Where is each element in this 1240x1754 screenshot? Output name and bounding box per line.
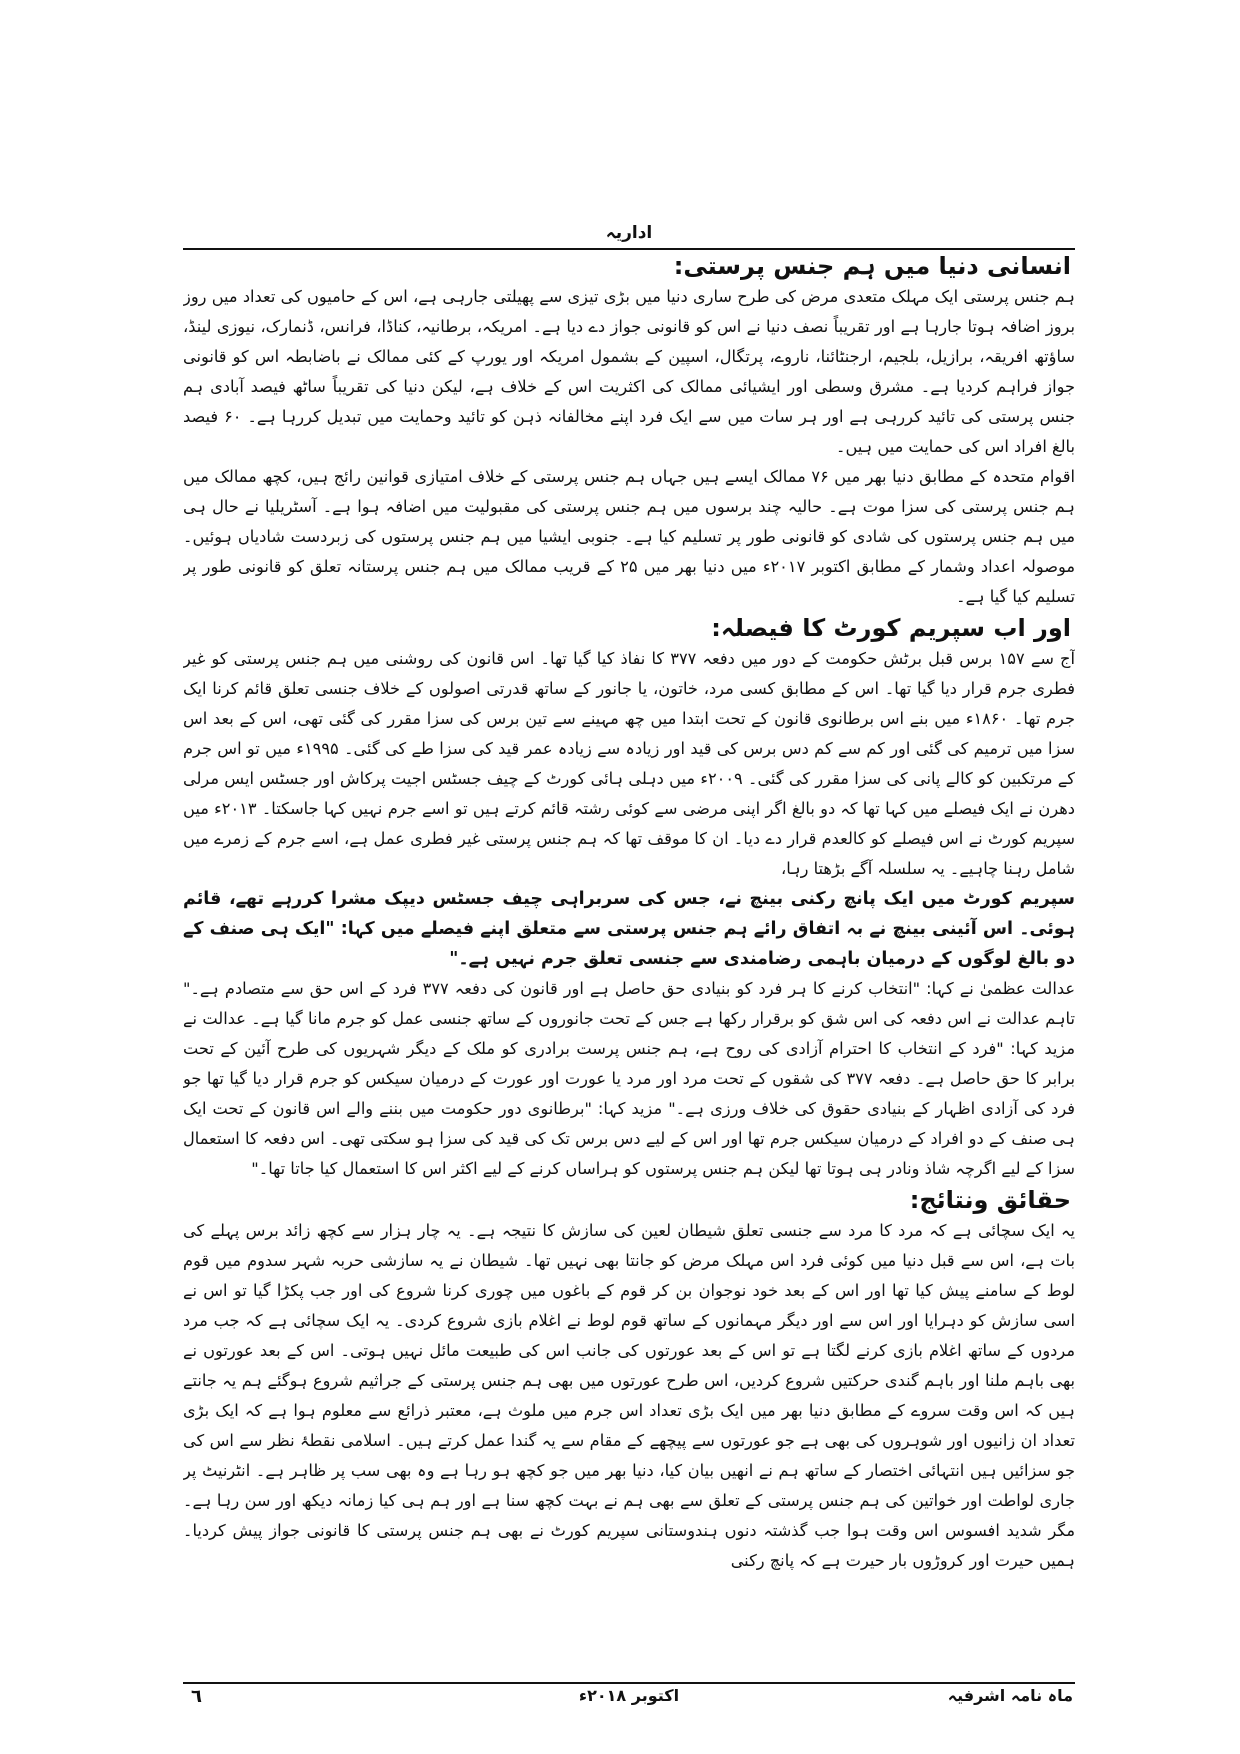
section-heading-3: حقائق ونتائج: [909,1186,1071,1214]
paragraph: یہ ایک سچائی ہے کہ مرد کا مرد سے جنسی تعلق شیطان لعین کی سازش کا نتیجہ ہے۔ یہ چار ہزار سے کچھ زائد برس پہلے کی بات ہے، اس سے قبل دنیا میں کوئی فرد اس مہلک مرض کو جانتا بھی نہیں تھا۔ شیطان نے یہ سازشی حربہ شہر سدوم میں قوم لوط کے سامنے پیش کیا تھا اور اس کے بعد خود نوجوان بن کر قوم کے باغوں میں چوری کرنا شروع کی اور جب پکڑا گیا تو اس نے اسی سازش کو دہرایا اور اس سے اور دیگر مہمانوں کے ساتھ قوم لوط نے اغلام بازی شروع کردی۔ یہ ایک سچائی ہے کہ جب مرد مردوں کے ساتھ اغلام بازی کرنے لگتا ہے تو اس کے بعد عورتوں کی جانب اس کی طبیعت مائل نہیں ہوتی۔ اس کے بعد عورتوں نے بھی باہم ملنا اور باہم گندی حرکتیں شروع کردیں، اس طرح عورتوں میں بھی ہم جنس پرستی کے جراثیم شروع ہوگئے ہم یہ جانتے ہیں کہ اس وقت سروے کے مطابق دنیا بھر میں ایک بڑی تعداد اس جرم میں ملوث ہے، معتبر ذرائع سے معلوم ہوا ہے کہ ایک بڑی تعداد ان زانیوں اور شوہروں کی بھی ہے جو عورتوں سے پیچھے کے مقام سے یہ گندا عمل کرتے ہیں۔ اسلامی نقطۂ نظر سے اس کی جو سزائیں ہیں انتہائی اختصار کے ساتھ ہم نے انھیں بیان کیا، دنیا بھر میں جو کچھ ہو رہا ہے وہ بھی سب پر ظاہر ہے۔ انٹرنیٹ پر جاری لواطت اور خواتین کی ہم جنس پرستی کے تعلق سے بھی ہم نے بہت کچھ سنا ہے اور ہم ہی کیا زمانہ دیکھ اور سن رہا ہے۔ مگر شدید افسوس اس وقت ہوا جب گذشتہ دنوں ہندوستانی سپریم کورٹ نے بھی ہم جنس پرستی کا قانونی جواز پیش کردیا۔ ہمیں حیرت اور کروڑوں بار حیرت ہے کہ پانچ رکنی [183,1221,1075,1570]
paragraph: اقوام متحدہ کے مطابق دنیا بھر میں ۷۶ ممالک ایسے ہیں جہاں ہم جنس پرستی کے خلاف امتیازی قوانین رائج ہیں، کچھ ممالک میں ہم جنس پرستی کی سزا موت ہے۔ حالیہ چند برسوں میں ہم جنس پرستی کی مقبولیت میں اضافہ ہوا ہے۔ آسٹریلیا نے حال ہی میں ہم جنس پرستوں کی شادی کو قانونی طور پر تسلیم کیا ہے۔ جنوبی ایشیا میں ہم جنس پرستوں کی زبردست شادیاں ہوئیں۔ موصولہ اعداد وشمار کے مطابق اکتوبر ۲۰۱۷ء میں دنیا بھر میں ۲۵ کے قریب ممالک میں ہم جنس پرستانہ تعلق کو قانونی طور پر تسلیم کیا گیا ہے۔ [183,467,1075,606]
section-heading-2: اور اب سپریم کورٹ کا فیصلہ: [711,614,1071,642]
article-body [183,250,1075,1676]
section-heading-1: انسانی دنیا میں ہم جنس پرستی: [673,252,1071,280]
footer-rule [183,1682,1075,1684]
emphasized-paragraph: سپریم کورٹ میں ایک پانچ رکنی بینچ نے، جس کی سربراہی چیف جسٹس دیپک مشرا کررہے تھے، قائم ہوئی۔ اس آئینی بینچ نے بہ اتفاق رائے ہم جنس پرستی سے متعلق اپنے فیصلے میں کہا: "ایک ہی صنف کے دو بالغ لوگوں کے درمیان باہمی رضامندی سے جنسی تعلق جرم نہیں ہے۔" [183,889,1075,969]
paragraph: عدالت عظمیٰ نے کہا: "انتخاب کرنے کا ہر فرد کو بنیادی حق حاصل ہے اور قانون کی دفعہ ۳۷۷ فرد کے اس حق سے متصادم ہے۔" تاہم عدالت نے اس دفعہ کی اس شق کو برقرار رکھا ہے جس کے تحت جانوروں کے ساتھ جنسی عمل کو جرم مانا گیا ہے۔ عدالت نے مزید کہا: "فرد کے انتخاب کا احترام آزادی کی روح ہے، ہم جنس پرست برادری کو ملک کے دیگر شہریوں کی طرح آئین کے تحت برابر کا حق حاصل ہے۔ دفعہ ۳۷۷ کی شقوں کے تحت مرد اور مرد یا عورت اور عورت کے درمیان سیکس کو جرم قرار دیا گیا تھا جو فرد کی آزادی اظہار کے بنیادی حقوق کی خلاف ورزی ہے۔" مزید کہا: "برطانوی دور حکومت میں بننے والے اس قانون کے تحت ایک ہی صنف کے دو افراد کے درمیان سیکس جرم تھا اور اس کے لیے دس برس تک کی قید کی سزا ہو سکتی تھی۔ اس دفعہ کا استعمال سزا کے لیے اگرچہ شاذ ونادر ہی ہوتا تھا لیکن ہم جنس پرستوں کو ہراساں کرنے کے لیے اکثر اس کا استعمال کیا جاتا تھا۔" [183,979,1075,1178]
page-header-label: اداریہ [605,223,653,243]
paragraph: ہم جنس پرستی ایک مہلک متعدی مرض کی طرح ساری دنیا میں بڑی تیزی سے پھیلتی جارہی ہے، اس کے حامیوں کی تعداد میں روز بروز اضافہ ہوتا جارہا ہے اور تقریباً نصف دنیا نے اس کو قانونی جواز دے دیا ہے۔ امریکہ، برطانیہ، کناڈا، فرانس، ڈنمارک، نیوزی لینڈ، ساؤتھ افریقہ، برازیل، بلجیم، ارجنٹائنا، ناروے، پرتگال، اسپین کے بشمول امریکہ اور یورپ کے کئی ممالک نے باضابطہ اس کو قانونی جواز فراہم کردیا ہے۔ مشرق وسطی اور ایشیائی ممالک کی اکثریت اس کے خلاف ہے، لیکن دنیا کی تقریباً ساٹھ فیصد آبادی ہم جنس پرستی کی تائید کررہی ہے اور ہر سات میں سے ایک فرد اپنے مخالفانہ ذہن کو تائید وحمایت میں تبدیل کررہا ہے۔ ۶۰ فیصد بالغ افراد اس کی حمایت میں ہیں۔ [183,287,1075,456]
footer-issue-date: اکتوبر ۲۰۱۸ء [578,1686,680,1705]
page-footer [183,1686,1075,1716]
footer-page-number: ٦ [191,1686,202,1707]
paragraph: آج سے ۱۵۷ برس قبل برٹش حکومت کے دور میں دفعہ ۳۷۷ کا نفاذ کیا گیا تھا۔ اس قانون کی روشنی میں ہم جنس پرستی کو غیر فطری جرم قرار دیا گیا تھا۔ اس کے مطابق کسی مرد، خاتون، یا جانور کے ساتھ قدرتی اصولوں کے خلاف جنسی تعلق قائم کرنا ایک جرم تھا۔ ۱۸۶۰ء میں بنے اس برطانوی قانون کے تحت ابتدا میں چھ مہینے سے تین برس کی سزا مقرر کی گئی تھی، اس کے بعد اس سزا میں ترمیم کی گئی اور کم سے کم دس برس کی قید اور زیادہ سے زیادہ عمر قید کی سزا طے کی گئی۔ ۱۹۹۵ء میں تو اس جرم کے مرتکبین کو کالے پانی کی سزا مقرر کی گئی۔ ۲۰۰۹ء میں دہلی ہائی کورٹ کے چیف جسٹس اجیت پرکاش اور جسٹس ایس مرلی دھرن نے ایک فیصلے میں کہا تھا کہ دو بالغ اگر اپنی مرضی سے کوئی رشتہ قائم کرتے ہیں تو اسے جرم نہیں کہا جاسکتا۔ ۲۰۱۳ء میں سپریم کورٹ نے اس فیصلے کو کالعدم قرار دے دیا۔ ان کا موقف تھا کہ ہم جنس پرستی غیر فطری عمل ہے، اسے جرم کے زمرے میں شامل رہنا چاہیے۔ یہ سلسلہ آگے بڑھتا رہا، [183,649,1075,878]
footer-magazine-name: ماہ نامہ اشرفیہ [947,1686,1073,1705]
